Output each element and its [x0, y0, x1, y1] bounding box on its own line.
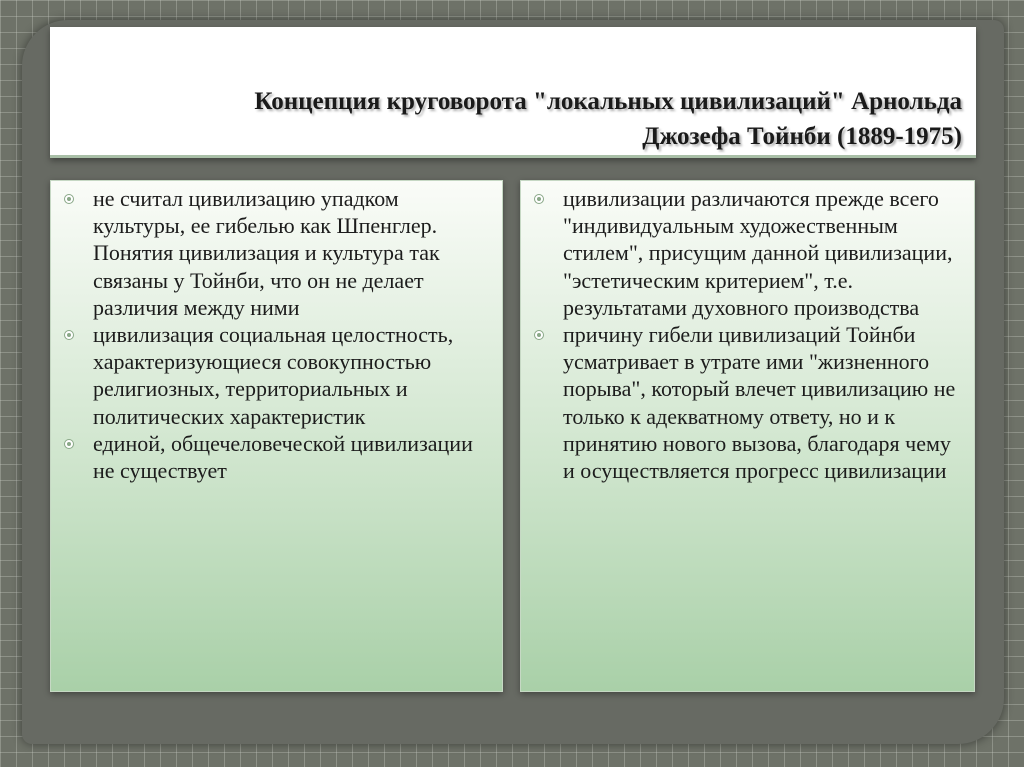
list-item	[533, 321, 962, 484]
circle-bullet-icon	[64, 439, 74, 449]
circle-bullet-icon	[64, 330, 74, 340]
list-item	[63, 321, 490, 430]
list-item	[63, 430, 490, 484]
title-line-1: Концепция круговорота "локальных цивилизаций" Арнольда	[254, 88, 962, 115]
bullet-text: единой, общечеловеческой цивилизации не существует	[93, 430, 473, 484]
title-box	[50, 27, 976, 158]
bullet-text: цивилизации различаются прежде всего "индивидуальным художественным стилем", присущим данной цивилизации, "эстетическим критерием", т.е. результатами духовного производства	[563, 186, 953, 320]
title-line-2: Джозефа Тойнби (1889-1975)	[642, 123, 962, 150]
bullet-text: не считал цивилизацию упадком культуры, ее гибелью как Шпенглер. Понятия цивилизация и культура так связаны у Тойнби, что он не делает различия между ними	[93, 186, 440, 320]
circle-bullet-icon	[64, 194, 74, 204]
right-bullet-list	[533, 185, 962, 484]
left-bullet-list	[63, 185, 490, 484]
bullet-text: причину гибели цивилизаций Тойнби усматривает в утрате ими "жизненного порыва", который влечет цивилизацию не только к адекватному ответу, но и к принятию нового вызова, благодаря чему и осуществляется прогресс цивилизации	[563, 322, 956, 484]
list-item	[533, 185, 962, 321]
circle-bullet-icon	[534, 194, 544, 204]
left-content-column	[50, 180, 503, 692]
bullet-text: цивилизация социальная целостность, характеризующиеся совокупностью религиозных, территориальных и политических характеристик	[93, 322, 454, 429]
right-content-column	[520, 180, 975, 692]
list-item	[63, 185, 490, 321]
page-title	[102, 84, 962, 154]
circle-bullet-icon	[534, 330, 544, 340]
